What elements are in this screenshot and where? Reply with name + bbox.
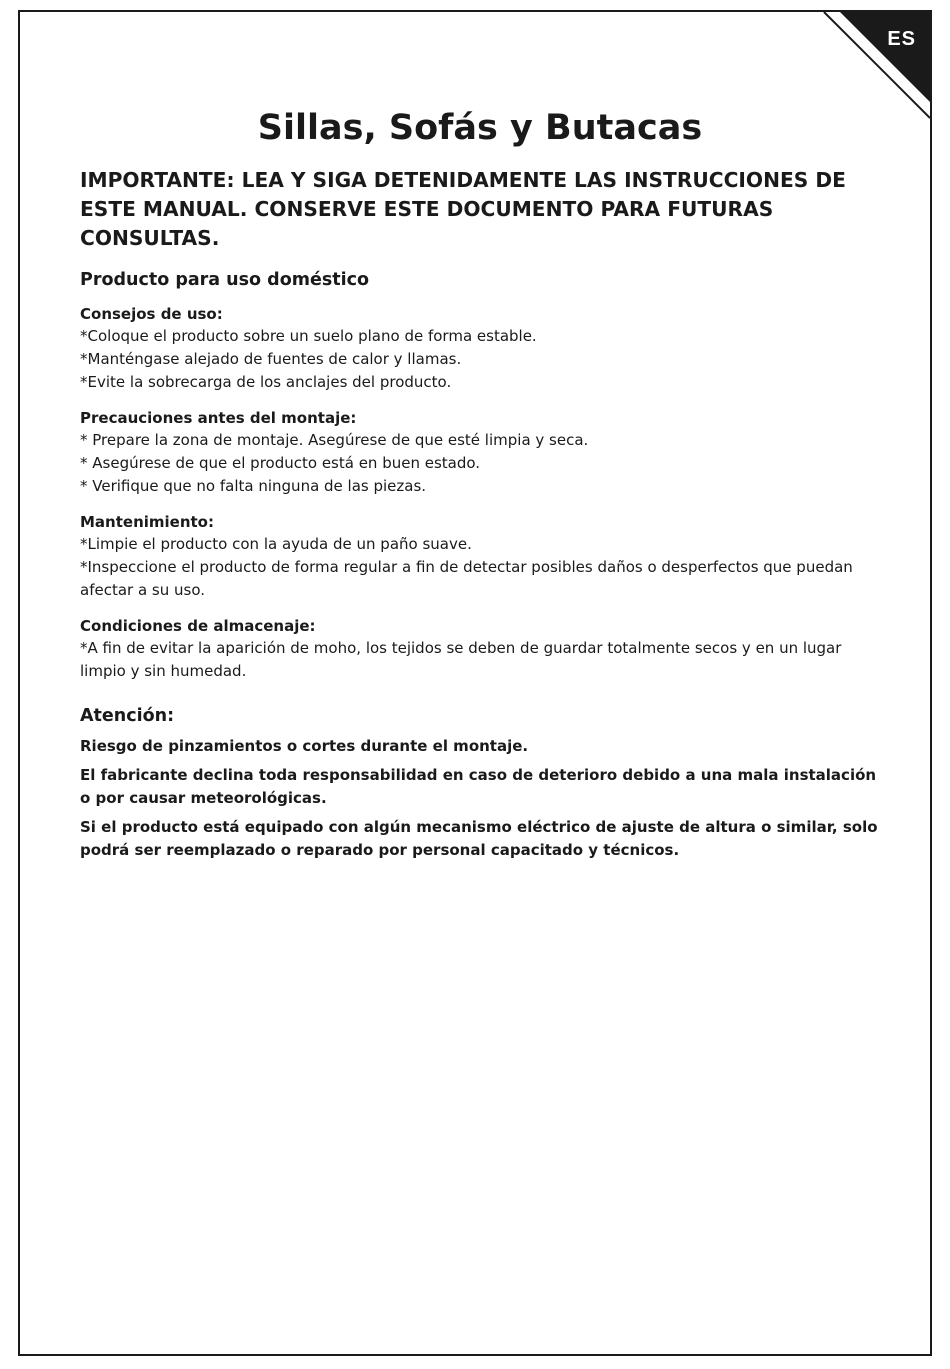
- list-item: *Coloque el producto sobre un suelo plano de forma estable.: [80, 327, 537, 345]
- list-item: *A fin de evitar la aparición de moho, los tejidos se deben de guardar totalmente secos y en un lugar limpio y sin humedad.: [80, 639, 842, 680]
- maintenance-section: [80, 511, 880, 602]
- important-notice: IMPORTANTE: LEA Y SIGA DETENIDAMENTE LAS INSTRUCCIONES DE ESTE MANUAL. CONSERVE ESTE DOCUMENTO PARA FUTURAS CONSULTAS.: [80, 168, 846, 250]
- section-heading: Condiciones de almacenaje:: [80, 617, 316, 635]
- warning-text: El fabricante declina toda responsabilidad en caso de deterioro debido a una mala instalación o por causar meteorológicas.: [80, 766, 877, 807]
- warning-text: Si el producto está equipado con algún mecanismo eléctrico de ajuste de altura o similar, solo podrá ser reemplazado o reparado por personal capacitado y técnicos.: [80, 818, 878, 859]
- usage-section: [80, 303, 880, 394]
- list-item: * Verifique que no falta ninguna de las piezas.: [80, 477, 427, 495]
- attention-section: [80, 703, 880, 862]
- list-item: * Prepare la zona de montaje. Asegúrese de que esté limpia y seca.: [80, 431, 589, 449]
- attention-heading: Atención:: [80, 706, 175, 726]
- storage-section: [80, 615, 880, 683]
- language-badge: ES: [887, 28, 916, 50]
- product-use-heading: Producto para uso doméstico: [80, 270, 370, 290]
- list-item: *Inspeccione el producto de forma regular a fin de detectar posibles daños o desperfectos que puedan afectar a su uso.: [80, 558, 853, 599]
- list-item: *Manténgase alejado de fuentes de calor y llamas.: [80, 350, 462, 368]
- page-title: Sillas, Sofás y Butacas: [257, 108, 703, 148]
- precautions-section: [80, 407, 880, 498]
- list-item: *Limpie el producto con la ayuda de un paño suave.: [80, 535, 472, 553]
- section-heading: Mantenimiento:: [80, 513, 214, 531]
- section-heading: Consejos de uso:: [80, 305, 223, 323]
- document-body: [80, 108, 880, 868]
- list-item: *Evite la sobrecarga de los anclajes del producto.: [80, 373, 452, 391]
- warning-text: Riesgo de pinzamientos o cortes durante el montaje.: [80, 737, 529, 755]
- section-heading: Precauciones antes del montaje:: [80, 409, 357, 427]
- list-item: * Asegúrese de que el producto está en buen estado.: [80, 454, 481, 472]
